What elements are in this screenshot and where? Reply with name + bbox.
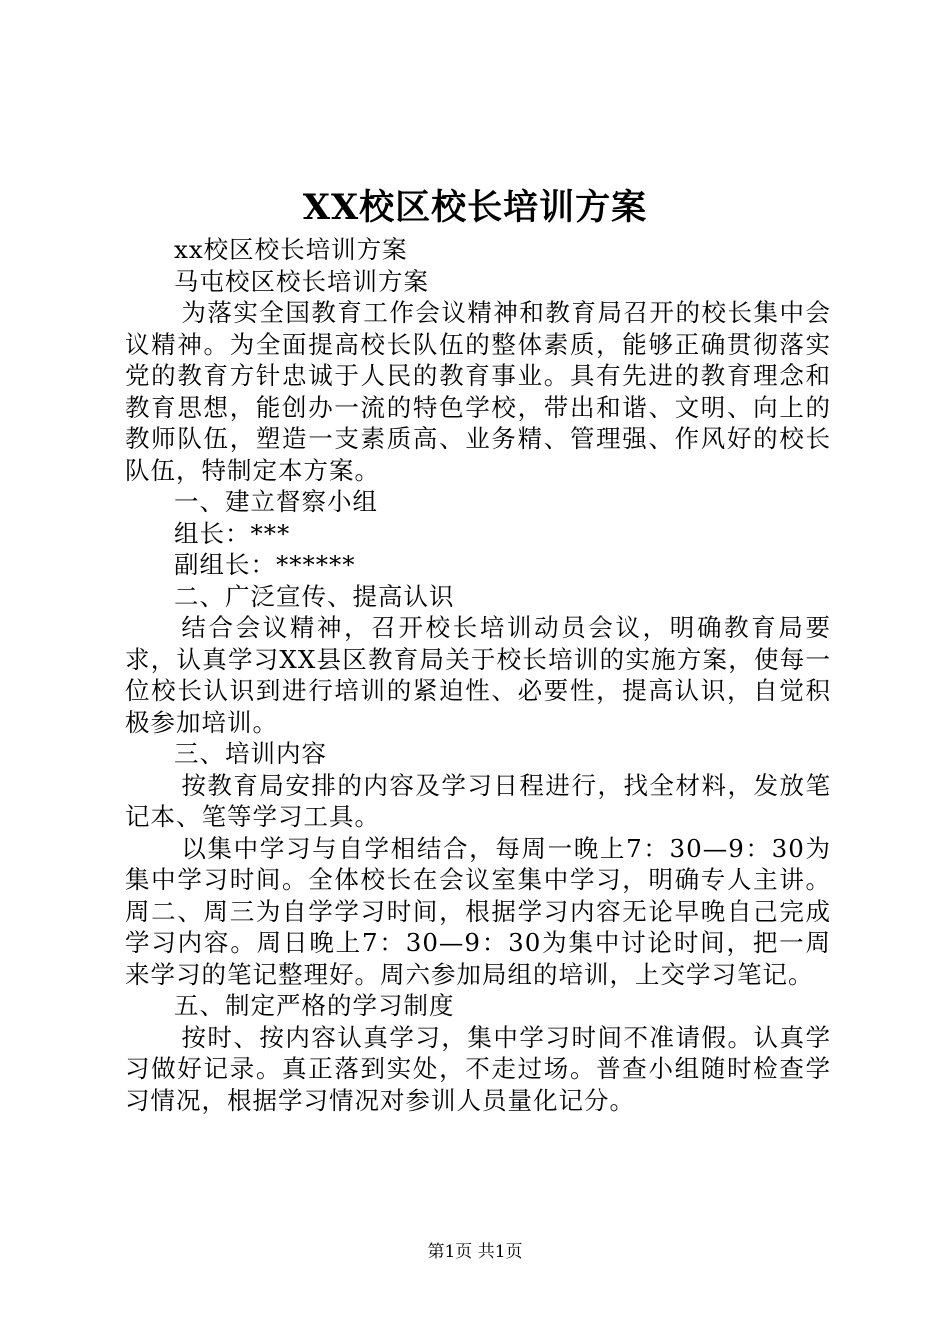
body-line: 组长：*** [174,518,291,548]
body-paragraph: 为落实全国教育工作会议精神和教育局召开的校长集中会议精神。为全面提高校长队伍的整体素质，能够正确贯彻落实党的教育方针忠诚于人民的教育事业。具有先进的教育理念和教育思想，能创办一流的特色学校，带出和谐、文明、向上的教师队伍，塑造一支素质高、业务精、管理强、作风好的校长队伍，特制定本方案。 [125,298,831,485]
section-heading: 五、制定严格的学习制度 [174,991,455,1020]
body-paragraph: 结合会议精神，召开校长培训动员会议，明确教育局要求，认真学习XX县区教育局关于校长培训的实施方案，使每一位校长认识到进行培训的紧迫性、必要性，提高认识，自觉积极参加培训。 [125,613,831,737]
document-body [125,234,831,1116]
section-heading: 一、建立督察小组 [174,487,378,516]
subtitle-line: xx校区校长培训方案 [174,235,408,264]
body-line: 副组长：****** [174,550,356,579]
subtitle-line: 马屯校区校长培训方案 [174,266,429,296]
page-number-footer: 第1页 共1页 [427,1242,523,1262]
document-title: XX校区校长培训方案 [302,187,648,228]
body-paragraph: 按时、按内容认真学习，集中学习时间不准请假。认真学习做好记录。真正落到实处，不走过场。普查小组随时检查学习情况，根据学习情况对参训人员量化记分。 [125,1022,831,1115]
section-heading: 三、培训内容 [174,739,327,768]
body-paragraph: 按教育局安排的内容及学习日程进行，找全材料，发放笔记本、笔等学习工具。 [125,770,831,831]
section-heading: 二、广泛宣传、提高认识 [174,581,455,611]
body-paragraph: 以集中学习与自学相结合，每周一晚上7：30—9：30为集中学习时间。全体校长在会议室集中学习，明确专人主讲。周二、周三为自学学习时间，根据学习内容无论早晚自己完成学习内容。周日晚上7：30—9：30为集中讨论时间，把一周来学习的笔记整理好。周六参加局组的培训，上交学习笔记。 [125,833,831,989]
